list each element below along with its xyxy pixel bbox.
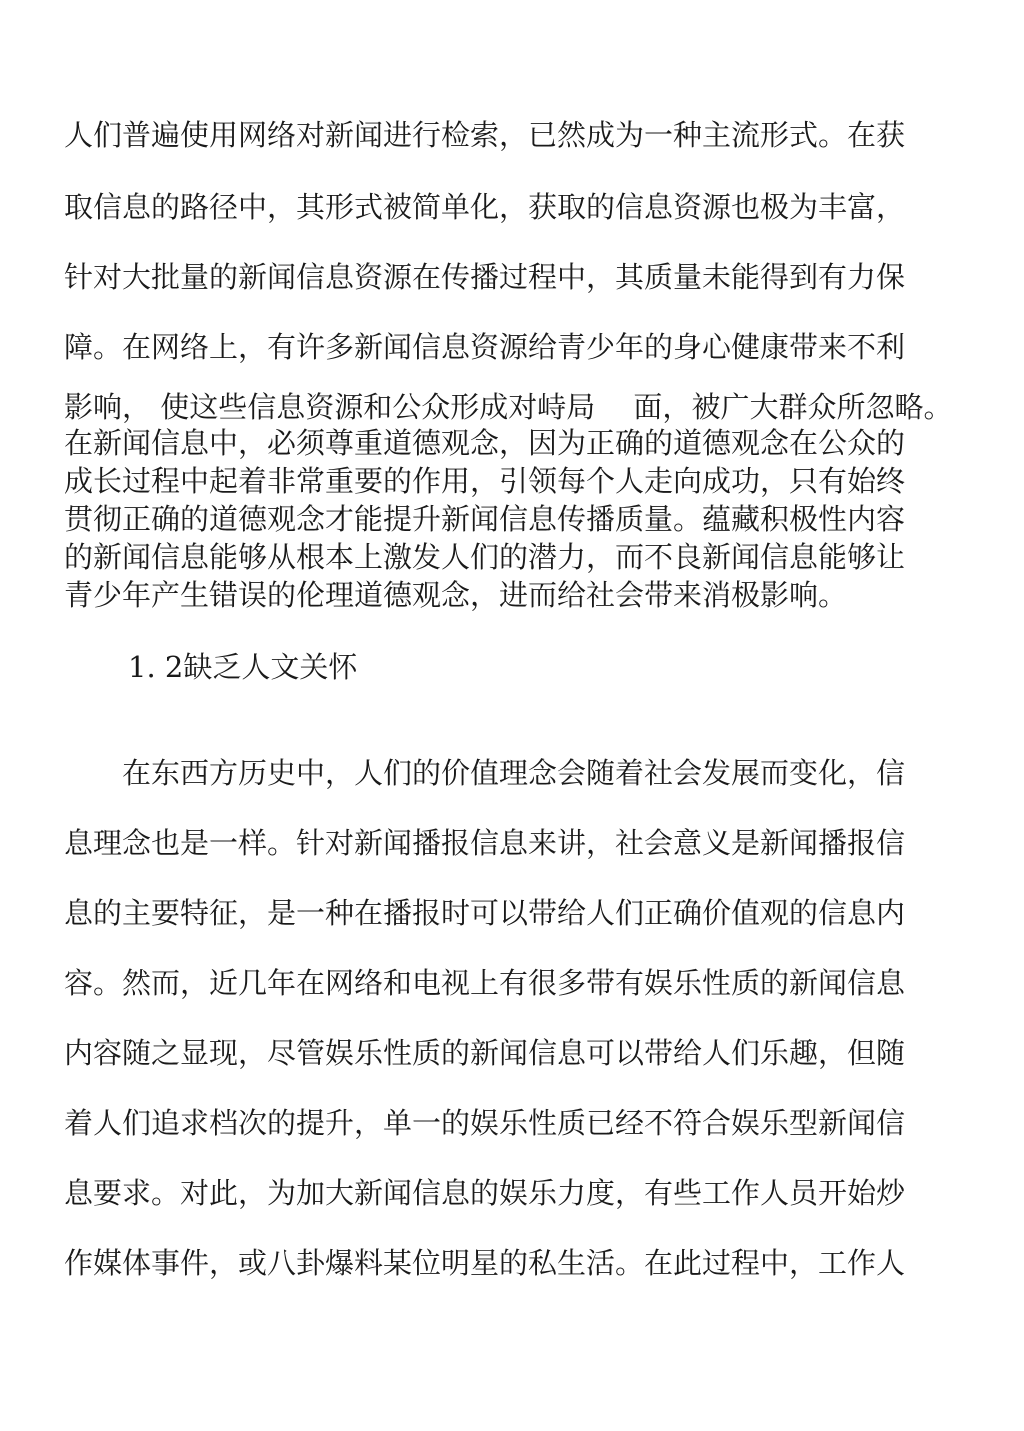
text-line: 影响， 使这些信息资源和公众形成对峙局 面，被广大群众所忽略。 [64,390,953,424]
text-line: 针对大批量的新闻信息资源在传播过程中，其质量未能得到有力保 [64,260,906,294]
text-line: 在东西方历史中，人们的价值理念会随着社会发展而变化，信 [64,756,906,790]
text-line: 内容随之显现，尽管娱乐性质的新闻信息可以带给人们乐趣，但随 [64,1036,906,1070]
text-line: 青少年产生错误的伦理道德观念，进而给社会带来消极影响。 [64,578,848,612]
text-line: 作媒体事件，或八卦爆料某位明星的私生活。在此过程中，工作人 [64,1246,906,1280]
text-line: 成长过程中起着非常重要的作用，引领每个人走向成功，只有始终 [64,464,906,498]
text-line: 容。然而，近几年在网络和电视上有很多带有娱乐性质的新闻信息 [64,966,906,1000]
text-line: 在新闻信息中，必须尊重道德观念，因为正确的道德观念在公众的 [64,426,906,460]
text-line: 息的主要特征，是一种在播报时可以带给人们正确价值观的信息内 [64,896,906,930]
text-line: 的新闻信息能够从根本上激发人们的潜力，而不良新闻信息能够让 [64,540,906,574]
section-heading: 1. 2缺乏人文关怀 [128,650,358,684]
text-line: 息要求。对此，为加大新闻信息的娱乐力度，有些工作人员开始炒 [64,1176,906,1210]
text-line: 息理念也是一样。针对新闻播报信息来讲，社会意义是新闻播报信 [64,826,906,860]
text-line: 着人们追求档次的提升，单一的娱乐性质已经不符合娱乐型新闻信 [64,1106,906,1140]
text-line: 贯彻正确的道德观念才能提升新闻信息传播质量。蕴藏积极性内容 [64,502,906,536]
text-line: 障。在网络上，有许多新闻信息资源给青少年的身心健康带来不利 [64,330,906,364]
text-line: 人们普遍使用网络对新闻进行检索，已然成为一种主流形式。在获 [64,118,906,152]
text-line: 取信息的路径中，其形式被简单化，获取的信息资源也极为丰富， [64,190,906,224]
